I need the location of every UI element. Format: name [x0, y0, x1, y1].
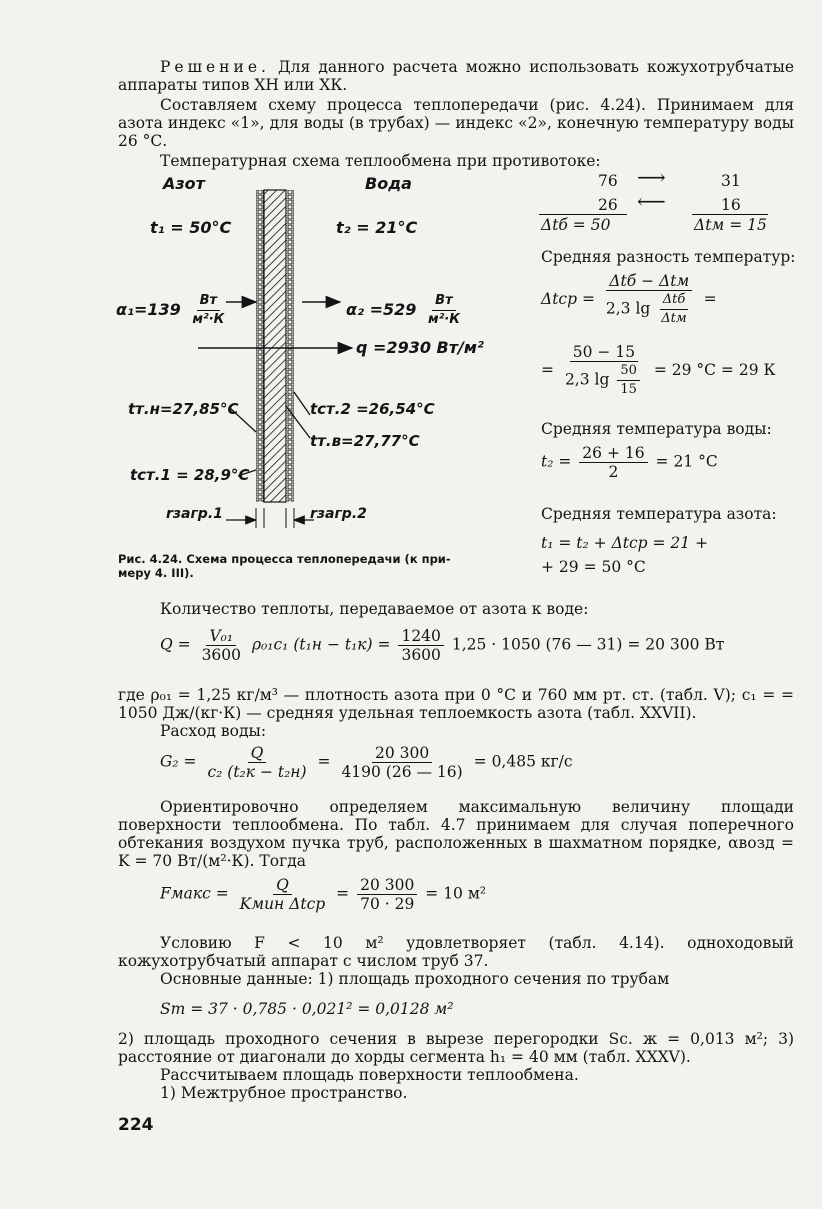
basic-data-heading: Основные данные: 1) площадь проходного сечения по трубам [160, 970, 670, 988]
shell-space-heading: 1) Межтрубное пространство. [160, 1084, 408, 1102]
nitrogen-mean-label: Средняя температура азота: [541, 505, 777, 523]
nitrogen-mean-line2: + 29 = 50 °С [541, 558, 646, 576]
eqF-rest: = 10 м² [425, 884, 487, 903]
area-max-equation [160, 876, 486, 913]
water-mean-result: = 21 °С [655, 452, 718, 471]
eqF-f1-num: Q [273, 876, 292, 895]
eqG-lhs: G₂ = [160, 752, 197, 771]
eqG-rest: = 0,485 кг/с [473, 752, 573, 771]
wall-hatch [264, 190, 286, 502]
mean-diff-numeric-fraction [562, 343, 646, 399]
alpha2-unit [425, 292, 463, 329]
solution-text: Для данного расчета можно использовать кожухотрубчатые аппараты типов ХН или ХК. [118, 58, 794, 94]
delta-t-big: Δtб = 50 [541, 216, 611, 234]
water-mean-formula [541, 444, 718, 481]
mean-diff-eq-sign: = [541, 361, 554, 379]
eqQ-f1-num: V₀₁ [206, 627, 236, 646]
mean-diff-numeric [541, 343, 776, 399]
eqQ-fraction1 [199, 627, 244, 664]
eqQ-rest: 1,25 · 1050 (76 — 31) = 20 300 Вт [451, 635, 725, 654]
water-temp: t₂ = 21°C [336, 218, 418, 237]
alpha1-unit-num: Вт [197, 292, 220, 311]
heat-quantity-equation [160, 627, 724, 664]
nitrogen-temp: t₁ = 50°C [150, 218, 232, 237]
eqQ-middle: ρ₀₁c₁ (t₁н − t₁к) = [251, 635, 391, 654]
area-estimate-paragraph: Ориентировочно определяем максимальную величину площади поверхности теплообмена. По табл. 4.7 принимаем для случая поперечного обтекания воздухом пучка труб, расположенных в шахматном порядке, αвозд = K = 70 Вт/(м²·К). Тогда [118, 798, 794, 870]
eqQ-fraction2 [398, 627, 443, 664]
heat-quantity-heading: Количество теплоты, передаваемое от азота к воде: [160, 600, 589, 618]
mean-diff-inner-fraction [658, 291, 689, 328]
water-mean-den: 2 [608, 463, 619, 481]
mean-diff-numeric-num: 50 − 15 [570, 343, 638, 362]
mean-diff-numerator: Δtб − Δtм [606, 272, 692, 291]
alpha1-unit-den: м²·К [192, 312, 225, 327]
cold-outlet-temp: 26 [598, 196, 618, 214]
mean-diff-fraction [603, 272, 696, 328]
eqF-f1-den: Kмин Δtср [239, 895, 326, 913]
page-number: 224 [118, 1115, 154, 1135]
nitrogen-title: Азот [163, 174, 205, 193]
mean-diff-numeric-log: 2,3 lg [564, 370, 610, 389]
eqF-f2-den: 70 · 29 [360, 895, 415, 913]
apparatus-paragraph: Условию F < 10 м² удовлетворяет (табл. 4.14). одноходовый кожухотрубчатый аппарат с числом труб 37. [118, 934, 794, 970]
eqF-lhs: Fмакс = [160, 884, 229, 903]
figure-caption-line1: Рис. 4.24. Схема процесса теплопередачи (к при- [118, 552, 451, 566]
eqG-fraction2 [338, 744, 465, 781]
tst2-leader [294, 392, 310, 415]
r1-label: rзагр.1 [166, 506, 223, 522]
scheme-rule-right [692, 214, 768, 215]
eqG-eq: = [317, 752, 331, 771]
ttv-label: tт.в=27,77°C [310, 432, 420, 450]
eqF-fraction1 [237, 876, 329, 913]
scheme-paragraph: Составляем схему процесса теплопередачи (рис. 4.24). Принимаем для азота индекс «1», для воды (в трубах) — индекс «2», конечную температуру воды 26 °С. [118, 96, 794, 150]
density-paragraph: где ρ₀₁ = 1,25 кг/м³ — плотность азота при 0 °С и 760 мм рт. ст. (табл. V); c₁ = = 1050 Дж/(кг·К) — средняя удельная теплоемкость азота (табл. XXVII). [118, 686, 794, 722]
alpha1-label [116, 292, 230, 329]
arrow-left-icon: ⟵ [637, 189, 666, 213]
eqQ-f1-den: 3600 [201, 646, 242, 664]
hot-inlet-temp: 76 [598, 172, 618, 190]
eqG-f1-num: Q [248, 744, 267, 763]
nitrogen-mean-line1: t₁ = t₂ + Δtср = 21 + [541, 534, 709, 552]
eqF-f2-num: 20 300 [357, 876, 417, 895]
alpha2-unit-num: Вт [432, 292, 455, 311]
alpha1-value: α₁=139 [116, 300, 181, 319]
mean-diff-formula [541, 272, 717, 328]
eqG-fraction1 [204, 744, 309, 781]
alpha2-unit-den: м²·К [427, 312, 460, 327]
eqQ-f2-den: 3600 [401, 646, 441, 664]
deposit-layer-right [286, 190, 294, 502]
tst1-label: tст.1 = 28,9°C [130, 466, 250, 484]
mean-diff-numeric-inner [617, 362, 640, 399]
figure-caption-line2: меру 4. III). [118, 566, 194, 580]
eqG-f2-num: 20 300 [372, 744, 432, 763]
counterflow-heading: Температурная схема теплообмена при противотоке: [160, 152, 601, 170]
mean-diff-lhs: Δtср = [541, 290, 595, 308]
mean-diff-inner-num: Δtб [660, 291, 689, 310]
mean-diff-numeric-inner-num: 50 [617, 362, 640, 381]
mean-diff-denominator [603, 291, 696, 328]
r2-label: rзагр.2 [310, 506, 367, 522]
baffle-paragraph: 2) площадь проходного сечения в вырезе перегородки Sс. ж = 0,013 м²; 3) расстояние от диагонали до хорды сегмента h₁ = 40 мм (табл. XXXV). [118, 1030, 794, 1066]
mean-diff-inner-den: Δtм [661, 311, 687, 326]
hot-outlet-temp: 31 [721, 172, 741, 190]
mean-diff-label: Средняя разность температур: [541, 248, 796, 266]
mean-diff-result: = 29 °С = 29 К [653, 361, 776, 379]
solution-paragraph [118, 58, 794, 94]
ttn-label: tт.н=27,85°C [128, 400, 239, 418]
tube-section-equation: Sт = 37 · 0,785 · 0,021² = 0,0128 м² [160, 1000, 454, 1018]
water-mean-num: 26 + 16 [579, 444, 647, 463]
mean-diff-tail: = [703, 290, 717, 308]
delta-t-small: Δtм = 15 [694, 216, 767, 234]
water-mean-label: Средняя температура воды: [541, 420, 772, 438]
water-flow-heading: Расход воды: [160, 722, 267, 740]
alpha2-value: α₂ =529 [346, 300, 417, 319]
water-mean-lhs: t₂ = [541, 452, 572, 471]
alpha1-unit [189, 292, 227, 329]
arrow-right-icon: ⟶ [637, 165, 666, 189]
scheme-rule-left [539, 214, 627, 215]
alpha2-label [346, 292, 466, 329]
mean-diff-numeric-den [562, 362, 646, 399]
eqF-eq: = [336, 884, 350, 903]
eqQ-f2-num: 1240 [398, 627, 443, 646]
solution-lead: Решение. [160, 58, 270, 76]
water-mean-fraction [579, 444, 647, 481]
eqQ-lhs: Q = [160, 635, 191, 654]
eqG-f2-den: 4190 (26 — 16) [341, 763, 463, 781]
water-flow-equation [160, 744, 573, 781]
deposit-layer-left [256, 190, 264, 502]
eqF-fraction2 [357, 876, 417, 913]
eqG-f1-den: c₂ (t₂к − t₂н) [207, 763, 307, 781]
area-calc-heading: Рассчитываем площадь поверхности теплообмена. [160, 1066, 579, 1084]
water-title: Вода [365, 174, 412, 193]
mean-diff-numeric-inner-den: 15 [620, 382, 637, 397]
heat-flux-label: q =2930 Вт/м² [356, 338, 484, 357]
mean-diff-log: 2,3 lg [605, 299, 651, 318]
cold-inlet-temp: 16 [721, 196, 741, 214]
tst2-label: tст.2 =26,54°C [310, 400, 435, 418]
